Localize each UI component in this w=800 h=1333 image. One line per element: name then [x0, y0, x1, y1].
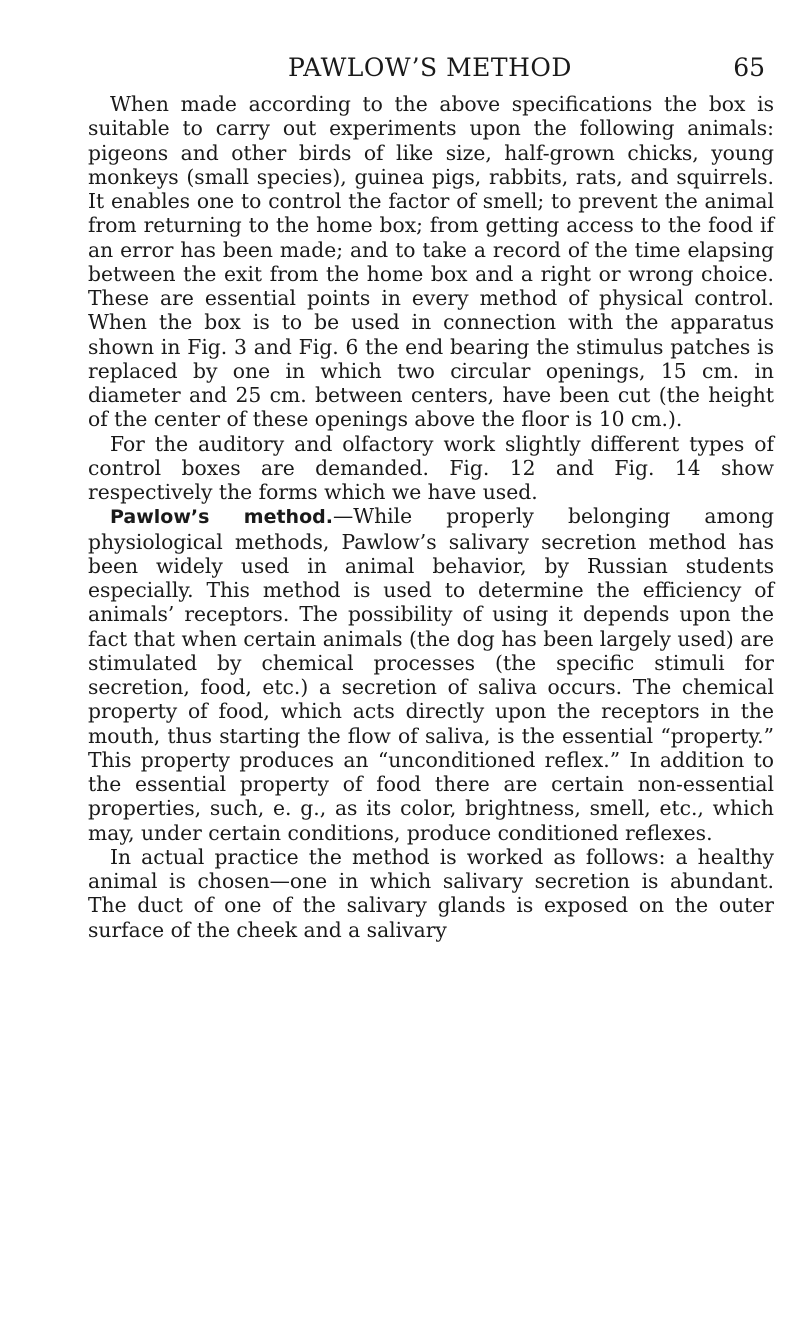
body-text: [88, 92, 774, 942]
running-title: PAWLOW’S METHOD: [288, 53, 572, 82]
paragraph-box-specifications: When made according to the above specifications the box is suitable to carry out experiments upon the following animals: pigeons and other birds of like size, half-grown chicks, young monkeys (small species), guinea pigs, rabbits, rats, and squirrels. It enables one to control the factor of smell; to prevent the animal from returning to the home box; from getting access to the food if an error has been made; and to take a record of the time elapsing between the exit from the home box and a right or wrong choice. These are essential points in every method of physical control. When the box is to be used in connection with the apparatus shown in Fig. 3 and Fig. 6 the end bearing the stimulus patches is replaced by one in which two circular openings, 15 cm. in diameter and 25 cm. between centers, have been cut (the height of the center of these openings above the floor is 10 cm.).: [88, 92, 774, 432]
paragraph-pawlow-method: [88, 504, 774, 845]
running-header: [90, 48, 770, 88]
paragraph-control-boxes: For the auditory and olfactory work slightly different types of control boxes are demanded. Fig. 12 and Fig. 14 show respectively the forms which we have used.: [88, 431, 774, 504]
paragraph-actual-practice: In actual practice the method is worked as follows: a healthy animal is chosen—one in which salivary secretion is abundant. The duct of one of the salivary glands is exposed on the outer surface of the cheek and a salivary: [88, 844, 774, 942]
page-number: 65: [733, 53, 765, 82]
section-heading: Pawlow’s method.: [110, 506, 333, 529]
paragraph-text: —While properly belonging among physiological methods, Pawlow’s salivary secretion method has been widely used in animal behavior, by Russian students especially. This method is used to determine the efficiency of animals’ receptors. The possibility of using it depends upon the fact that when certain animals (the dog has been largely used) are stimulated by chemical processes (the specific stimuli for secretion, food, etc.) a secretion of saliva occurs. The chemical property of food, which acts directly upon the receptors in the mouth, thus starting the flow of saliva, is the essential “property.” This property produces an “unconditioned reflex.” In addition to the essential property of food there are certain non-essential properties, such, e. g., as its color, brightness, smell, etc., which may, under certain conditions, produce conditioned reflexes.: [88, 504, 774, 845]
